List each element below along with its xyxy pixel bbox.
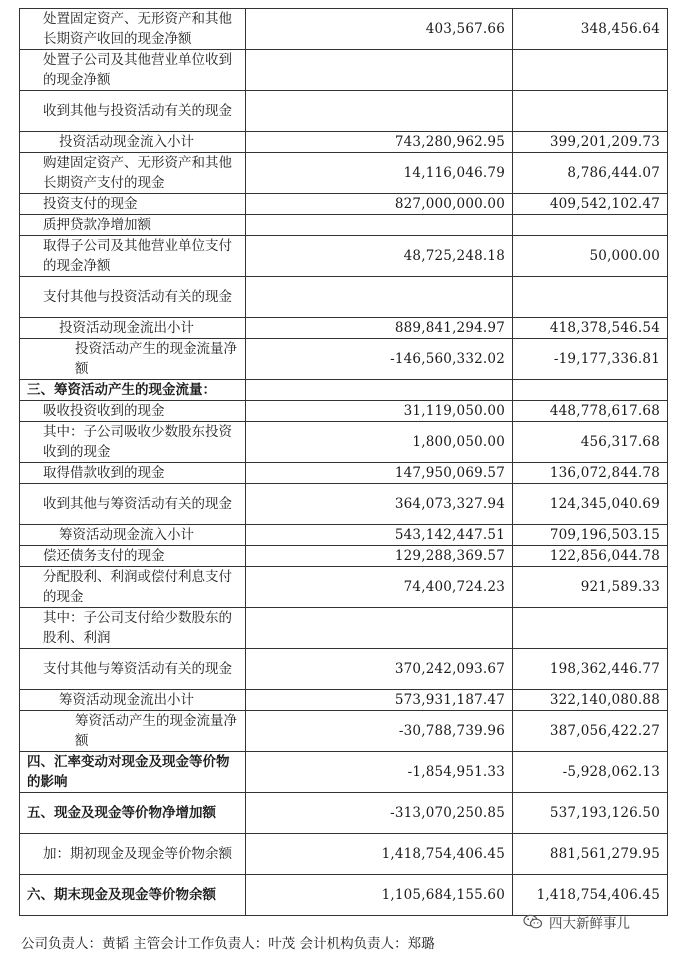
prior-period-value: 456,317.68: [513, 422, 668, 463]
prior-period-value: 322,140,080.88: [513, 690, 668, 711]
table-row: [20, 484, 668, 525]
current-period-value: [246, 50, 513, 91]
row-label: 购建固定资产、无形资产和其他长期资产支付的现金: [20, 153, 246, 194]
table-row: [20, 339, 668, 380]
prior-period-value: [513, 215, 668, 236]
row-label: 投资支付的现金: [20, 194, 246, 215]
prior-period-value: 399,201,209.73: [513, 132, 668, 153]
prior-period-value: 448,778,617.68: [513, 401, 668, 422]
row-label: 收到其他与筹资活动有关的现金: [20, 484, 246, 525]
current-period-value: [246, 380, 513, 401]
current-period-value: 74,400,724.23: [246, 567, 513, 608]
current-period-value: [246, 608, 513, 649]
current-period-value: 14,116,046.79: [246, 153, 513, 194]
table-row: [20, 318, 668, 339]
row-label: 加：期初现金及现金等价物余额: [20, 834, 246, 875]
prior-period-value: 136,072,844.78: [513, 463, 668, 484]
watermark: [523, 912, 630, 932]
row-label: 质押贷款净增加额: [20, 215, 246, 236]
row-label: 分配股利、利润或偿付利息支付的现金: [20, 567, 246, 608]
table-row: [20, 380, 668, 401]
prior-period-value: 418,378,546.54: [513, 318, 668, 339]
prior-period-value: 124,345,040.69: [513, 484, 668, 525]
row-label: 六、期末现金及现金等价物余额: [20, 875, 246, 916]
row-label: 筹资活动现金流入小计: [20, 525, 246, 546]
current-period-value: 48,725,248.18: [246, 236, 513, 277]
row-label: 取得借款收到的现金: [20, 463, 246, 484]
table-row: [20, 215, 668, 236]
row-label: 支付其他与投资活动有关的现金: [20, 277, 246, 318]
prior-period-value: [513, 608, 668, 649]
row-label: 其中：子公司支付给少数股东的股利、利润: [20, 608, 246, 649]
table-row: [20, 277, 668, 318]
table-row: [20, 9, 668, 50]
current-period-value: [246, 215, 513, 236]
table-row: [20, 422, 668, 463]
table-row: [20, 875, 668, 916]
table-row: [20, 752, 668, 793]
table-row: [20, 690, 668, 711]
prior-period-value: 122,856,044.78: [513, 546, 668, 567]
signature-footer: 公司负责人：黄韬 主管会计工作负责人：叶茂 会计机构负责人：郑璐: [21, 936, 435, 952]
table-row: [20, 50, 668, 91]
prior-period-value: 50,000.00: [513, 236, 668, 277]
prior-period-value: -19,177,336.81: [513, 339, 668, 380]
prior-period-value: 1,418,754,406.45: [513, 875, 668, 916]
prior-period-value: 8,786,444.07: [513, 153, 668, 194]
current-period-value: 129,288,369.57: [246, 546, 513, 567]
current-period-value: 1,800,050.00: [246, 422, 513, 463]
prior-period-value: 387,056,422.27: [513, 711, 668, 752]
current-period-value: 1,105,684,155.60: [246, 875, 513, 916]
wechat-icon: [523, 914, 543, 930]
row-label: 筹资活动现金流出小计: [20, 690, 246, 711]
current-period-value: 31,119,050.00: [246, 401, 513, 422]
current-period-value: 543,142,447.51: [246, 525, 513, 546]
table-row: [20, 132, 668, 153]
current-period-value: -146,560,332.02: [246, 339, 513, 380]
table-row: [20, 525, 668, 546]
current-period-value: -1,854,951.33: [246, 752, 513, 793]
prior-period-value: [513, 380, 668, 401]
row-label: 投资活动产生的现金流量净额: [20, 339, 246, 380]
prior-period-value: [513, 277, 668, 318]
current-period-value: 573,931,187.47: [246, 690, 513, 711]
current-period-value: -313,070,250.85: [246, 793, 513, 834]
table-row: [20, 834, 668, 875]
row-label: 吸收投资收到的现金: [20, 401, 246, 422]
prior-period-value: 881,561,279.95: [513, 834, 668, 875]
table-row: [20, 236, 668, 277]
row-label: 偿还债务支付的现金: [20, 546, 246, 567]
current-period-value: [246, 277, 513, 318]
table-row: [20, 91, 668, 132]
row-label: 四、汇率变动对现金及现金等价物的影响: [20, 752, 246, 793]
row-label: 五、现金及现金等价物净增加额: [20, 793, 246, 834]
table-row: [20, 567, 668, 608]
current-period-value: [246, 91, 513, 132]
watermark-text: 四大新鲜事儿: [549, 916, 630, 932]
current-period-value: 147,950,069.57: [246, 463, 513, 484]
row-label: 筹资活动产生的现金流量净额: [20, 711, 246, 752]
table-row: [20, 463, 668, 484]
cash-flow-table: [19, 8, 668, 916]
prior-period-value: 921,589.33: [513, 567, 668, 608]
table-row: [20, 793, 668, 834]
row-label: 投资活动现金流入小计: [20, 132, 246, 153]
current-period-value: 370,242,093.67: [246, 649, 513, 690]
table-row: [20, 649, 668, 690]
prior-period-value: 537,193,126.50: [513, 793, 668, 834]
row-label: 收到其他与投资活动有关的现金: [20, 91, 246, 132]
current-period-value: 1,418,754,406.45: [246, 834, 513, 875]
row-label: 处置子公司及其他营业单位收到的现金净额: [20, 50, 246, 91]
current-period-value: 403,567.66: [246, 9, 513, 50]
table-row: [20, 711, 668, 752]
table-row: [20, 608, 668, 649]
table-row: [20, 153, 668, 194]
prior-period-value: [513, 91, 668, 132]
current-period-value: 889,841,294.97: [246, 318, 513, 339]
row-label: 处置固定资产、无形资产和其他长期资产收回的现金净额: [20, 9, 246, 50]
prior-period-value: 409,542,102.47: [513, 194, 668, 215]
current-period-value: 364,073,327.94: [246, 484, 513, 525]
current-period-value: 827,000,000.00: [246, 194, 513, 215]
prior-period-value: 348,456.64: [513, 9, 668, 50]
table-row: [20, 546, 668, 567]
prior-period-value: -5,928,062.13: [513, 752, 668, 793]
prior-period-value: [513, 50, 668, 91]
table-row: [20, 194, 668, 215]
row-label: 三、筹资活动产生的现金流量：: [20, 380, 246, 401]
table-row: [20, 401, 668, 422]
row-label: 投资活动现金流出小计: [20, 318, 246, 339]
current-period-value: 743,280,962.95: [246, 132, 513, 153]
prior-period-value: 198,362,446.77: [513, 649, 668, 690]
current-period-value: -30,788,739.96: [246, 711, 513, 752]
row-label: 其中：子公司吸收少数股东投资收到的现金: [20, 422, 246, 463]
row-label: 支付其他与筹资活动有关的现金: [20, 649, 246, 690]
prior-period-value: 709,196,503.15: [513, 525, 668, 546]
row-label: 取得子公司及其他营业单位支付的现金净额: [20, 236, 246, 277]
